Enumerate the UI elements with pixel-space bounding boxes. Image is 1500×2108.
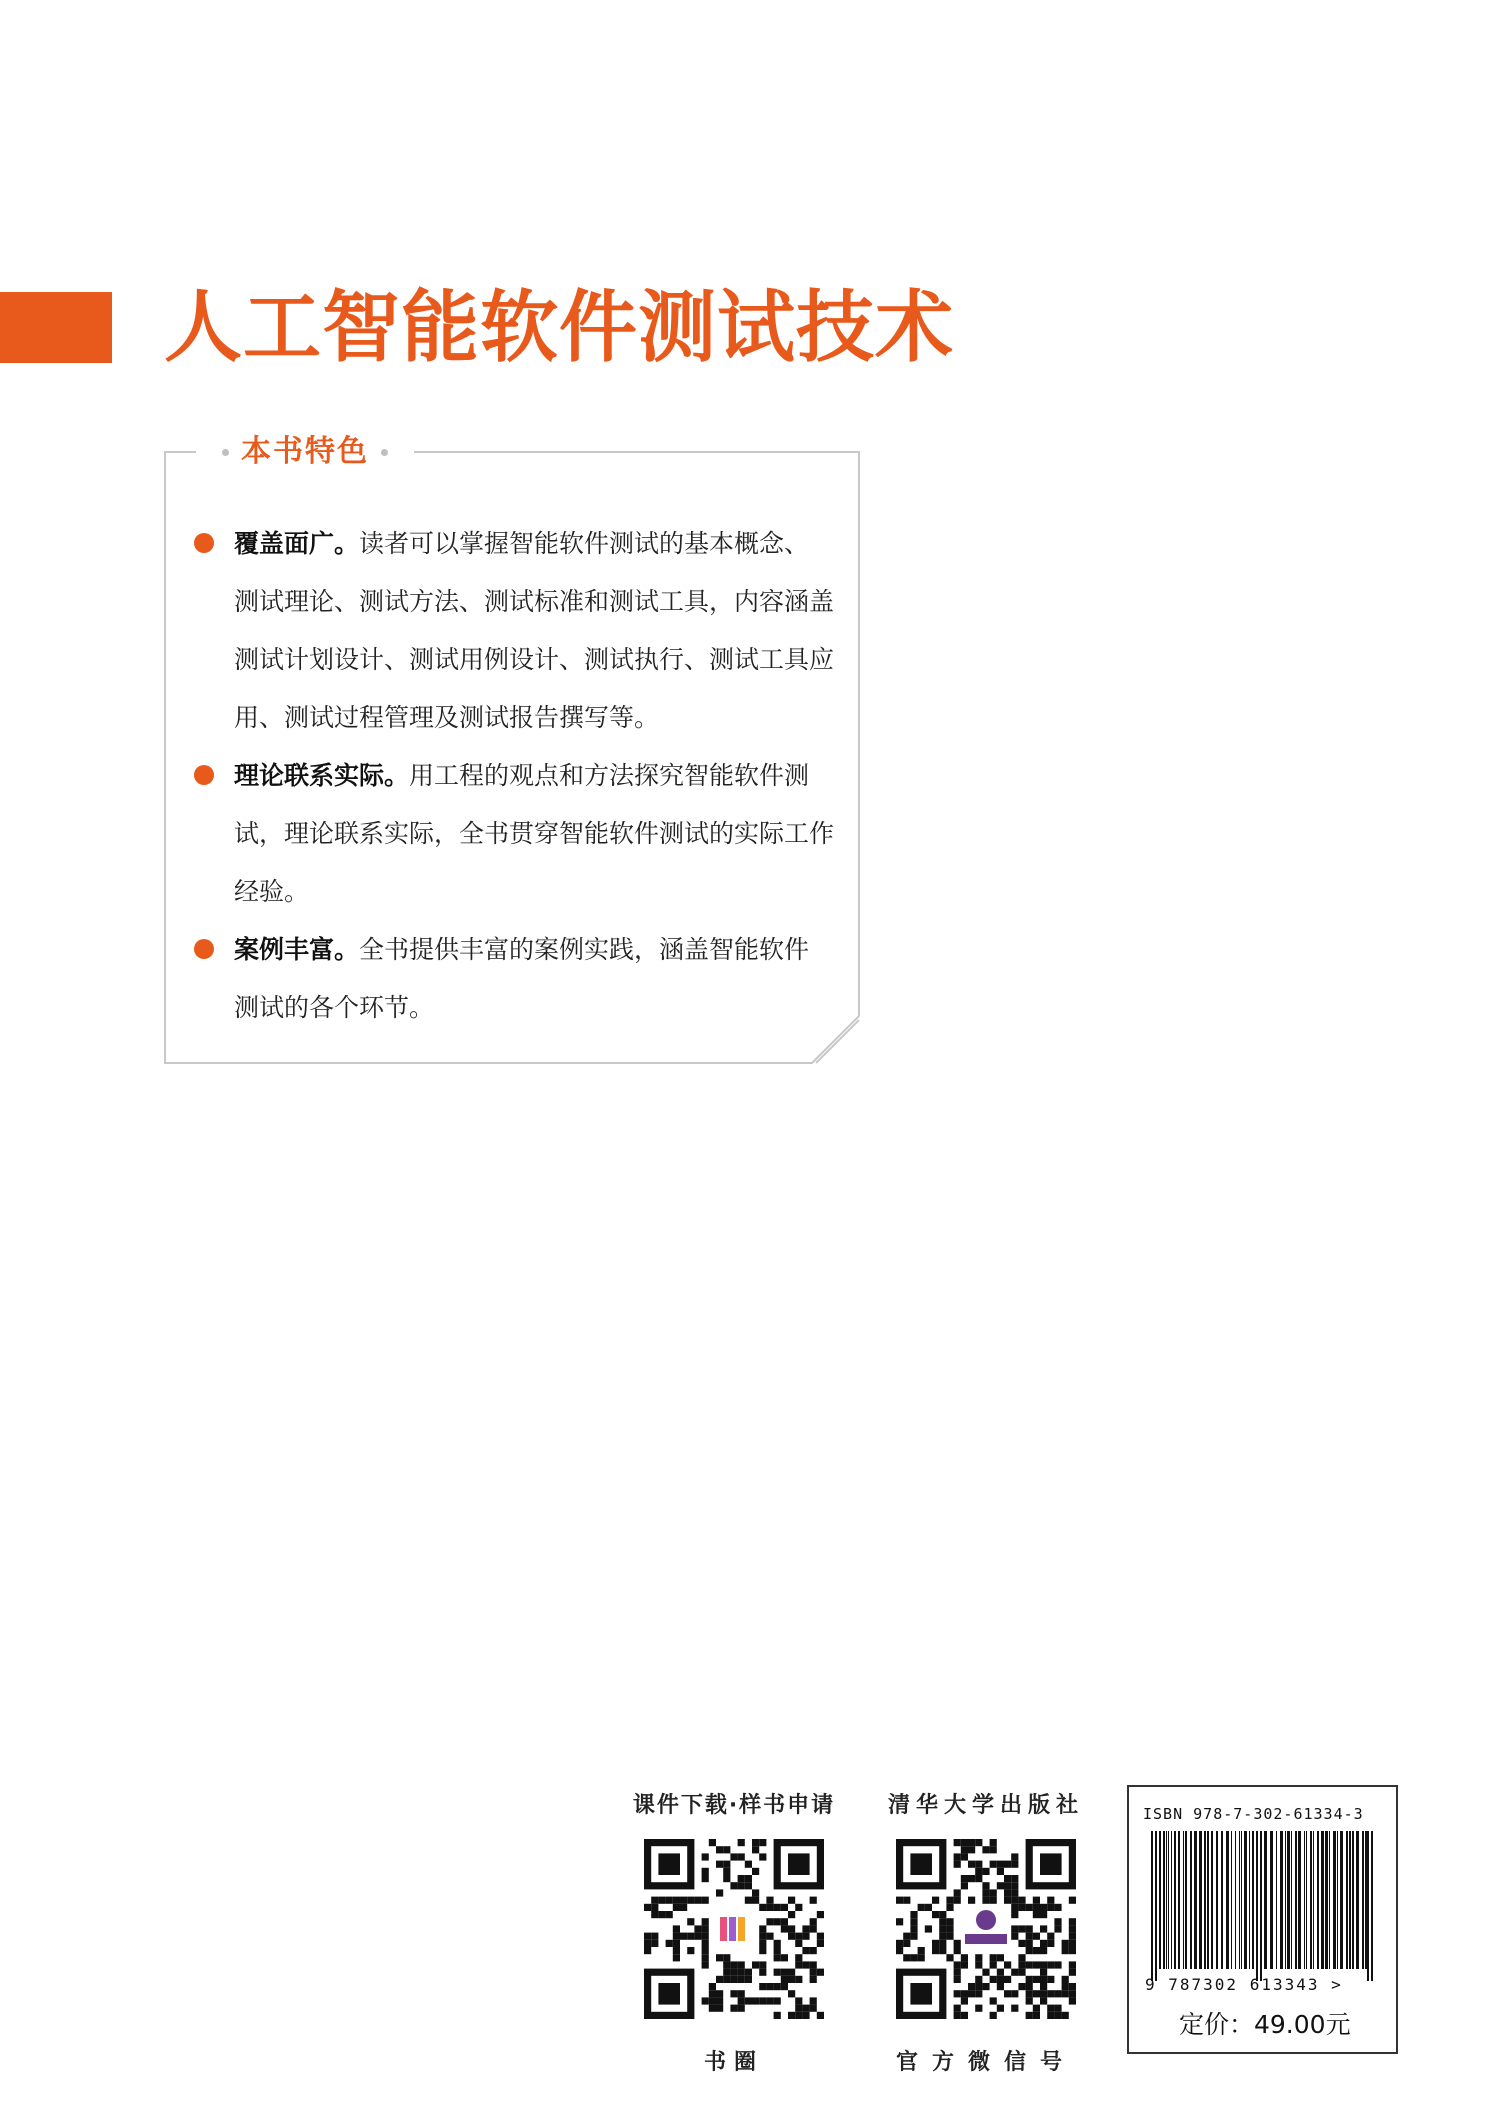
qr-code[interactable] xyxy=(644,1839,824,2019)
feature-item xyxy=(194,515,834,747)
feature-text xyxy=(234,515,834,747)
barcode-digits: 9 787302 613343 > xyxy=(1145,1975,1343,1994)
qr-top-caption: 课件下载·样书申请 xyxy=(632,1793,836,1818)
feature-body: 读者可以掌握智能软件测试的基本概念、测试理论、测试方法、测试标准和测试工具，内容涵盖测试计划设计、测试用例设计、测试执行、测试工具应用、测试过程管理及测试报告撰写等。 xyxy=(234,529,835,732)
heading-dot-right xyxy=(381,449,388,456)
title-accent-bar xyxy=(0,292,112,363)
barcode xyxy=(1149,1831,1379,1981)
feature-lead: 理论联系实际。 xyxy=(234,761,410,790)
isbn-text: ISBN 978-7-302-61334-3 xyxy=(1143,1805,1364,1823)
qr-top-caption: 清华大学出版社 xyxy=(887,1793,1084,1818)
bullet-icon xyxy=(194,939,214,959)
feature-text xyxy=(234,921,834,1037)
features-heading xyxy=(196,430,414,474)
feature-text xyxy=(234,747,834,921)
qr-block-bookcircle xyxy=(618,1788,850,2076)
bullet-icon xyxy=(194,765,214,785)
qr-bottom-caption: 官方微信号 xyxy=(895,2050,1076,2075)
qr-block-press xyxy=(870,1788,1102,2076)
price-label: 定价：49.00元 xyxy=(1179,2010,1351,2039)
feature-item xyxy=(194,921,834,1037)
heading-dot-left xyxy=(222,449,229,456)
feature-lead: 覆盖面广。 xyxy=(234,529,360,558)
feature-body: 用工程的观点和方法探究智能软件测试，理论联系实际，全书贯穿智能软件测试的实际工作经验。 xyxy=(234,761,835,906)
features-heading-label: 本书特色 xyxy=(241,434,369,469)
feature-lead: 案例丰富。 xyxy=(234,935,360,964)
isbn-barcode-box xyxy=(1127,1785,1398,2054)
tsinghua-press-logo-icon xyxy=(962,1907,1010,1951)
qr-code[interactable] xyxy=(896,1839,1076,2019)
feature-item xyxy=(194,747,834,921)
feature-body: 全书提供丰富的案例实践，涵盖智能软件测试的各个环节。 xyxy=(234,935,810,1022)
book-circle-logo-icon xyxy=(714,1909,754,1949)
feature-list xyxy=(194,515,834,1037)
qr-bottom-caption: 书圈 xyxy=(703,2050,764,2075)
bullet-icon xyxy=(194,533,214,553)
book-title: 人工智能软件测试技术 xyxy=(164,283,955,373)
